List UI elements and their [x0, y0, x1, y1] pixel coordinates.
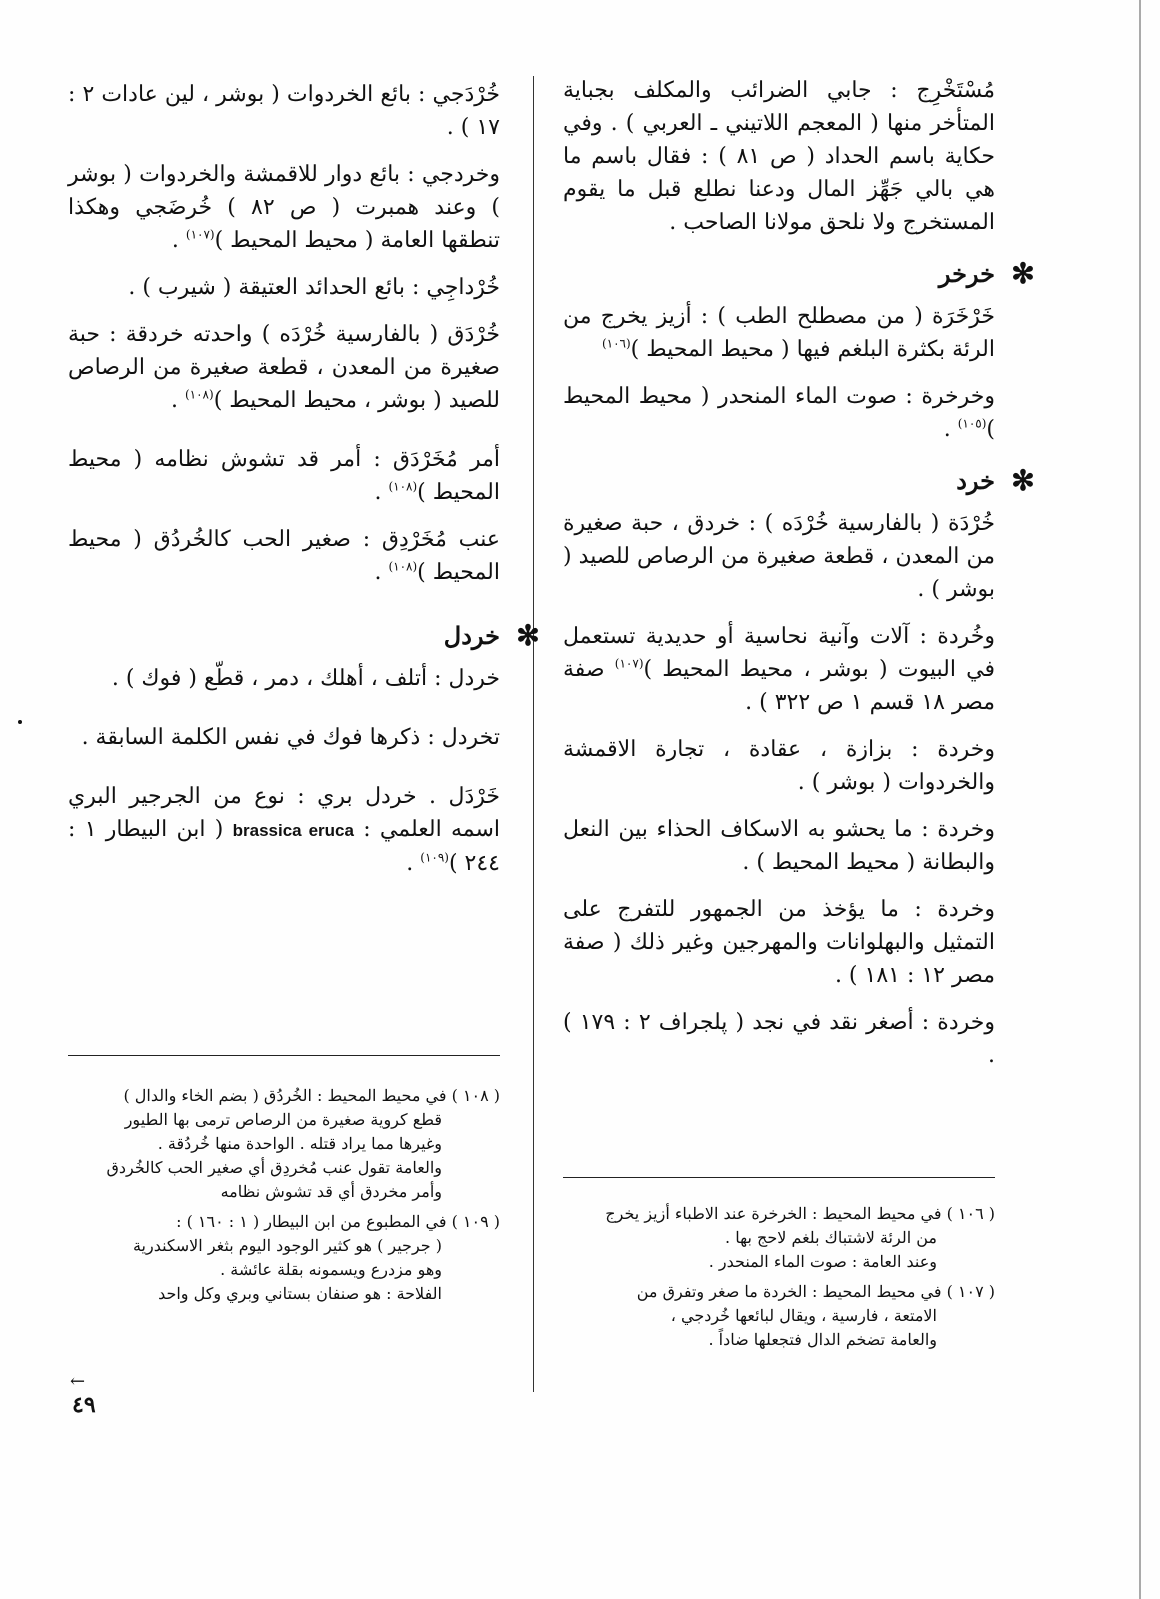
footnote-rule — [68, 1055, 500, 1056]
footnote-ref: (١٠٥) — [957, 416, 987, 431]
scan-speck — [18, 720, 22, 724]
left-column — [68, 78, 540, 894]
footnote-107: ( ١٠٧ ) في محيط المحيط : الخردة ما صغر وتفرق من الامتعة ، فارسية ، ويقال لبائعها خُردجي ، والعامة تضخم الدال فتجعلها ضاداً . — [636, 1282, 995, 1349]
footnote-number: ( ١٠٦ ) — [946, 1204, 995, 1223]
dictionary-entry: أمر مُخَرْدَق : أمر قد تشوش نظامه ( محيط المحيط )$^{(١٠٨)}$ . — [68, 447, 500, 505]
dictionary-entry: خُرْداجِي : بائع الحدائد العتيقة ( شيرب ) . — [128, 275, 500, 300]
dictionary-entry: خُرْدَجي : بائع الخردوات ( بوشر ، لين عادات ٢ : ١٧ ) . — [68, 82, 500, 140]
dictionary-entry: وخُردة : آلات وآنية نحاسية أو حديدية تستعمل في البيوت ( بوشر ، محيط المحيط )$^{(١٠٧)}$ صفة مصر ١٨ قسم ١ ص ٣٢٢ ) . — [563, 624, 995, 715]
footnote-ref: (١٠٨) — [388, 559, 418, 574]
footnote-rule — [563, 1177, 995, 1178]
footnote-108: ( ١٠٨ ) في محيط المحيط : الخُردُق ( بضم الخاء والدال ) قطع كروية صغيرة من الرصاص ترمى بها الطيور وغيرها مما يراد قتله . الواحدة منها خُردُقة . والعامة تقول عنب مُخردِق أي صغير الحب كالخُردق وأمر مخردق أي قد تشوش نظامه — [106, 1086, 500, 1201]
dictionary-entry: وخردجي : بائع دوار للاقمشة والخردوات ( بوشر ) وعند همبرت ( ص ٨٢ ) خُرضَجي وهكذا تنطقها العامة ( محيط المحيط )$^{(١٠٧)}$ . — [68, 162, 500, 253]
left-footnotes — [68, 1084, 500, 1312]
footnote-ref: (١٠٨) — [388, 479, 418, 494]
dictionary-entry: وخردة : أصغر نقد في نجد ( پلجراف ٢ : ١٧٩ ) . — [563, 1010, 995, 1068]
latin-name: brassica eruca — [232, 821, 354, 840]
footnote-109: ( ١٠٩ ) في المطبوع من ابن البيطار ( ١ : ١٦٠ ) : ( جرجير ) هو كثير الوجود اليوم بثغر الاسكندرية وهو مزدرع ويسمونه بقلة عائشة . الفلاحة : هو صنفان بستاني وبري وكل واحد — [132, 1212, 500, 1303]
continuation-arrow-icon: ← — [70, 1371, 86, 1392]
footnote-number: ( ١٠٩ ) — [451, 1212, 500, 1231]
root-word: خردل — [443, 621, 500, 650]
dictionary-entry: خَرْخَرَة ( من مصطلح الطب ) : أزيز يخرج من الرئة بكثرة البلغم فيها ( محيط المحيط )$^{(١٠٦)}$ — [563, 304, 995, 362]
asterisk-icon: ✻ — [516, 619, 540, 652]
page-edge-line — [1139, 0, 1141, 1599]
dictionary-entry: وخردة : ما يؤخذ من الجمهور للتفرج على التمثيل والبهلوانات والمهرجين وغير ذلك ( صفة مصر ١٢ : ١٨١ ) . — [563, 897, 995, 988]
column-divider — [533, 76, 534, 1392]
dictionary-entry: وخرخرة : صوت الماء المنحدر ( محيط المحيط )$^{(١٠٥)}$ . — [563, 384, 995, 442]
footnote-ref: (١٠٩) — [420, 850, 449, 865]
root-heading-khardal — [68, 619, 546, 652]
intro-paragraph: مُسْتَخْرِج : جابي الضرائب والمكلف بجباية المتأخر منها ( المعجم اللاتيني ـ العربي ) . وفي حكاية باسم الحداد ( ص ٨١ ) : فقال باسم ما هي بالي جَهِّز المال ودعنا نطلع قبل ما يقوم المستخرج ولا نلحق مولانا الصاحب . — [563, 78, 995, 235]
dictionary-entry: وخردة : بزازة ، عقادة ، تجارة الاقمشة والخردوات ( بوشر ) . — [563, 737, 995, 795]
root-heading-khurd — [563, 464, 1041, 497]
right-column — [563, 74, 1035, 1086]
footnote-106: ( ١٠٦ ) في محيط المحيط : الخرخرة عند الاطباء أزيز يخرج من الرئة لاشتباك بلغم لاحج بها . وعند العامة : صوت الماء المنحدر . — [605, 1204, 995, 1271]
right-footnotes — [563, 1202, 995, 1358]
dictionary-entry: خردل : أتلف ، أهلك ، دمر ، قطّع ( فوك ) . — [111, 666, 500, 691]
dictionary-entry: وخردة : ما يحشو به الاسكاف الحذاء بين النعل والبطانة ( محيط المحيط ) . — [563, 817, 995, 875]
root-heading-khurkhur — [563, 257, 1041, 290]
asterisk-icon: ✻ — [1011, 464, 1035, 497]
footnote-ref: (١٠٧) — [185, 227, 215, 242]
asterisk-icon: ✻ — [1011, 257, 1035, 290]
page-number: ٤٩ — [72, 1392, 96, 1418]
dictionary-entry-khardal-barri: خَرْدَل . خردل بري : نوع من الجرجير البري اسمه العلمي : brassica eruca ( ابن البيطار ١ : ٢٤٤ )$^{(١٠٩)}$ . — [68, 784, 500, 876]
footnote-ref: (١٠٧) — [614, 656, 644, 671]
footnote-ref: (١٠٨) — [184, 387, 214, 402]
dictionary-entry: عنب مُخَرْدِق : صغير الحب كالخُردُق ( محيط المحيط )$^{(١٠٨)}$ . — [68, 527, 500, 585]
footnote-number: ( ١٠٧ ) — [946, 1282, 995, 1301]
footnote-number: ( ١٠٨ ) — [451, 1086, 500, 1105]
dictionary-entry: خُرْدَق ( بالفارسية خُرْدَه ) واحدته خردقة : حبة صغيرة من المعدن ، قطعة صغيرة من الرصاص للصيد ( بوشر ، محيط المحيط )$^{(١٠٨)}$ . — [68, 322, 500, 413]
root-word: خرد — [956, 466, 995, 495]
root-word: خرخر — [938, 259, 995, 288]
dictionary-entry: تخردل : ذكرها فوك في نفس الكلمة السابقة . — [81, 725, 500, 750]
dictionary-entry: خُرْدَة ( بالفارسية خُرْدَه ) : خردق ، حبة صغيرة من المعدن ، قطعة صغيرة من الرصاص للصيد ( بوشر ) . — [563, 511, 995, 602]
footnote-ref: (١٠٦) — [601, 336, 631, 351]
